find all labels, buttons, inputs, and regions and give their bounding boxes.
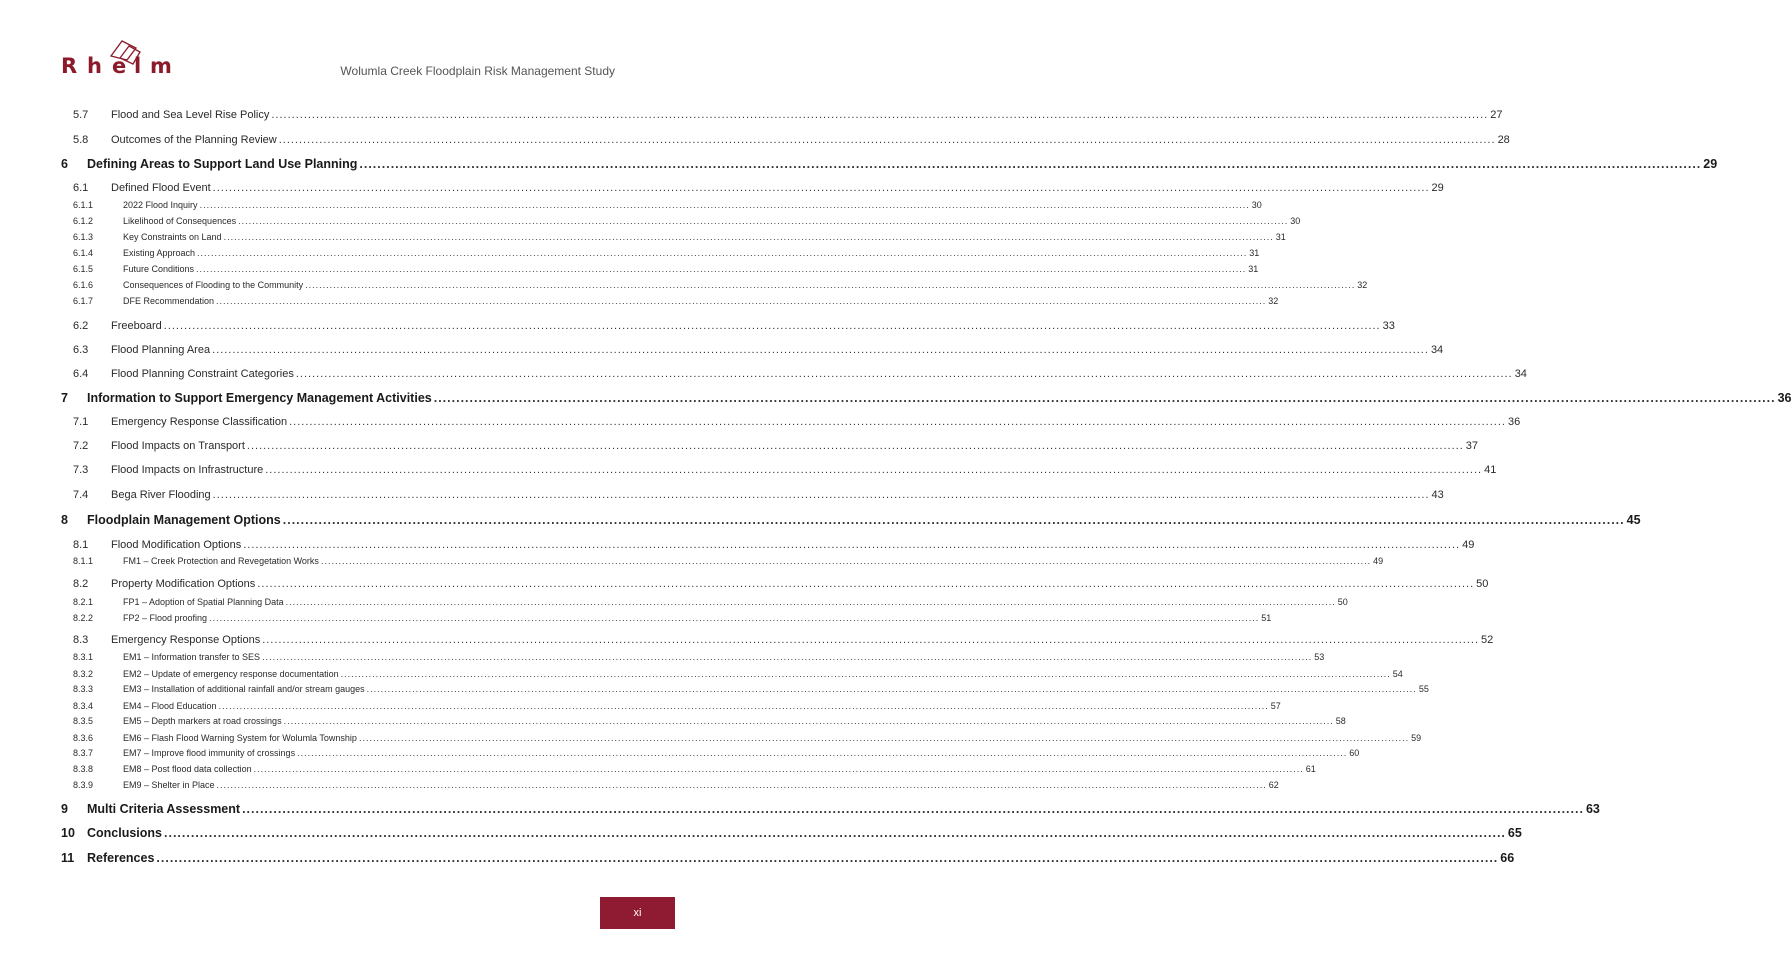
toc-entry-page: 54 [1392,669,1403,679]
toc-entry[interactable] [61,182,1444,194]
toc-entry[interactable] [61,391,1792,405]
toc-leader-dots: ............................................................................................................................................................................................................................................................................................................ [212,182,1430,194]
toc-entry-label: Property Modification Options [111,578,256,590]
toc-entry[interactable] [61,826,1522,840]
toc-entry-number: 5.8 [73,134,89,146]
toc-entry-number: 6.1.6 [73,280,94,290]
toc-entry[interactable] [61,613,1272,623]
toc-entry-label: Future Conditions [123,264,195,274]
toc-entry-label: Flood Impacts on Infrastructure [111,464,264,476]
toc-leader-dots: ............................................................................................................................................................................................................................................................................................................ [297,748,1348,758]
toc-entry-number: 8 [61,513,68,527]
toc-leader-dots: ............................................................................................................................................................................................................................................................................................................ [285,597,1336,607]
toc-entry[interactable] [61,320,1395,332]
toc-leader-dots: ............................................................................................................................................................................................................................................................................................................ [199,200,1250,210]
toc-entry[interactable] [61,701,1281,711]
toc-entry[interactable] [61,652,1325,662]
toc-entry[interactable] [61,440,1479,452]
toc-entry-page: 59 [1411,733,1422,743]
toc-entry-number: 6 [61,157,68,171]
toc-entry-page: 36 [1777,391,1792,405]
toc-leader-dots: ............................................................................................................................................................................................................................................................................................................ [257,578,1475,590]
toc-entry-label: EM3 – Installation of additional rainfall and/or stream gauges [123,684,365,694]
toc-entry-page: 34 [1430,344,1444,356]
toc-leader-dots: ............................................................................................................................................................................................................................................................................................................ [366,684,1417,694]
toc-entry-number: 7 [61,391,68,405]
toc-leader-dots: ............................................................................................................................................................................................................................................................................................................ [197,248,1248,258]
toc-entry-page: 37 [1465,440,1479,452]
toc-entry[interactable] [61,489,1444,501]
toc-entry-number: 10 [61,826,75,840]
toc-entry[interactable] [61,513,1641,527]
toc-entry-label: Existing Approach [123,248,196,258]
toc-entry-number: 9 [61,802,68,816]
toc-entry-page: 29 [1431,182,1444,194]
toc-leader-dots: ............................................................................................................................................................................................................................................................................................................ [433,391,1776,405]
toc-entry-number: 8.3.4 [73,701,94,711]
toc-entry-label: Defined Flood Event [111,182,211,194]
toc-entry-page: 58 [1335,716,1346,726]
toc-leader-dots: ............................................................................................................................................................................................................................................................................................................ [216,780,1267,790]
toc-entry[interactable] [61,248,1260,258]
toc-entry-page: 31 [1249,248,1260,258]
toc-entry-label: Consequences of Flooding to the Community [123,280,304,290]
toc-entry-label: Conclusions [87,826,163,840]
toc-leader-dots: ............................................................................................................................................................................................................................................................................................................ [216,296,1267,306]
toc-leader-dots: ............................................................................................................................................................................................................................................................................................................ [359,157,1702,171]
toc-entry[interactable] [61,733,1422,743]
toc-entry-number: 8.3.1 [73,652,94,662]
toc-entry-label: Flood Planning Constraint Categories [111,368,294,380]
toc-entry-number: 6.1.5 [73,264,94,274]
toc-entry-page: 60 [1349,748,1360,758]
toc-entry[interactable] [61,232,1286,242]
toc-entry-number: 8.3.2 [73,669,94,679]
toc-entry-label: EM2 – Update of emergency response documentation [123,669,339,679]
toc-entry-number: 8.3.5 [73,716,94,726]
toc-leader-dots: ............................................................................................................................................................................................................................................................................................................ [282,513,1625,527]
toc-leader-dots: ............................................................................................................................................................................................................................................................................................................ [320,556,1372,566]
toc-leader-dots: ............................................................................................................................................................................................................................................................................................................ [262,652,1313,662]
toc-entry-page: 62 [1268,780,1279,790]
toc-entry[interactable] [61,344,1444,356]
toc-leader-dots: ............................................................................................................................................................................................................................................................................................................ [164,826,1506,840]
toc-entry-page: 57 [1270,701,1281,711]
toc-entry[interactable] [61,109,1503,121]
toc-entry-page: 65 [1507,826,1522,840]
toc-entry[interactable] [61,368,1527,380]
toc-leader-dots: ............................................................................................................................................................................................................................................................................................................ [212,489,1430,501]
toc-entry[interactable] [61,851,1515,865]
toc-entry-page: 53 [1314,652,1325,662]
toc-leader-dots: ............................................................................................................................................................................................................................................................................................................ [163,320,1381,332]
toc-entry-label: DFE Recommendation [123,296,215,306]
toc-entry-page: 31 [1275,232,1286,242]
toc-leader-dots: ............................................................................................................................................................................................................................................................................................................ [243,539,1461,551]
toc-entry-number: 8.3.7 [73,748,94,758]
toc-leader-dots: ............................................................................................................................................................................................................................................................................................................ [295,368,1513,380]
toc-entry[interactable] [61,748,1360,758]
rhelm-logo [60,36,175,80]
toc-entry[interactable] [61,200,1262,210]
toc-entry-number: 6.1.2 [73,216,94,226]
toc-entry-page: 31 [1248,264,1259,274]
toc-leader-dots: ............................................................................................................................................................................................................................................................................................................ [340,669,1391,679]
toc-leader-dots: ............................................................................................................................................................................................................................................................................................................ [242,802,1584,816]
toc-entry-number: 6.1.3 [73,232,94,242]
toc-entry-label: Emergency Response Options [111,634,261,646]
toc-leader-dots: ............................................................................................................................................................................................................................................................................................................ [223,232,1274,242]
toc-entry-label: Key Constraints on Land [123,232,222,242]
toc-entry-number: 6.2 [73,320,89,332]
toc-entry[interactable] [61,280,1368,290]
toc-entry-number: 5.7 [73,109,89,121]
toc-entry[interactable] [61,134,1510,146]
toc-entry-number: 7.4 [73,489,89,501]
toc-entry-number: 8.2.2 [73,613,94,623]
toc-leader-dots: ............................................................................................................................................................................................................................................................................................................ [358,733,1410,743]
toc-entry[interactable] [61,539,1475,551]
toc-leader-dots: ............................................................................................................................................................................................................................................................................................................ [156,851,1499,865]
toc-entry-label: References [87,851,155,865]
toc-entry-page: 30 [1290,216,1301,226]
toc-entry-label: Likelihood of Consequences [123,216,237,226]
toc-entry-label: FP1 – Adoption of Spatial Planning Data [123,597,284,607]
toc-leader-dots: ............................................................................................................................................................................................................................................................................................................ [262,634,1480,646]
toc-entry-page: 41 [1484,464,1497,476]
toc-entry-page: 29 [1703,157,1718,171]
toc-entry-number: 7.3 [73,464,89,476]
logo-letter-r: R [61,54,78,78]
toc-entry-number: 8.1 [73,539,89,551]
toc-leader-dots: ............................................................................................................................................................................................................................................................................................................ [271,109,1489,121]
page-number: xi [633,907,642,919]
toc-entry-number: 8.2.1 [73,597,94,607]
toc-entry[interactable] [61,464,1497,476]
toc-entry-page: 52 [1481,634,1494,646]
document-title: Wolumla Creek Floodplain Risk Management Study [340,64,615,78]
toc-entry-page: 43 [1431,489,1444,501]
toc-entry[interactable] [61,684,1429,694]
logo-letter-e: e [112,54,127,78]
logo-letter-l: l [134,54,142,78]
toc-leader-dots: ............................................................................................................................................................................................................................................................................................................ [253,764,1304,774]
toc-entry-number: 8.1.1 [73,556,94,566]
toc-entry-page: 34 [1514,368,1527,380]
toc-entry-number: 6.1 [73,182,89,194]
toc-entry-label: FP2 – Flood proofing [123,613,208,623]
toc-entry[interactable] [61,416,1521,428]
toc-entry-label: Flood and Sea Level Rise Policy [111,109,270,121]
toc-leader-dots: ............................................................................................................................................................................................................................................................................................................ [246,440,1464,452]
toc-entry-label: Defining Areas to Support Land Use Planning [87,157,358,171]
toc-entry-page: 55 [1418,684,1429,694]
toc-entry[interactable] [61,634,1494,646]
toc-entry-number: 8.3.6 [73,733,94,743]
toc-entry[interactable] [61,802,1600,816]
toc-entry-number: 6.1.7 [73,296,94,306]
toc-entry[interactable] [61,764,1316,774]
toc-entry-number: 6.3 [73,344,89,356]
toc-entry-page: 45 [1626,513,1641,527]
toc-entry[interactable] [61,296,1279,306]
toc-entry[interactable] [61,216,1301,226]
toc-entry-page: 66 [1500,851,1515,865]
toc-leader-dots: ............................................................................................................................................................................................................................................................................................................ [278,134,1496,146]
toc-entry-number: 8.3.8 [73,764,94,774]
toc-entry-label: Freeboard [111,320,162,332]
toc-entry-label: Flood Impacts on Transport [111,440,245,452]
toc-entry-page: 49 [1462,539,1475,551]
toc-entry-page: 28 [1497,134,1510,146]
logo-letter-h: h [87,54,102,78]
toc-entry-label: EM7 – Improve flood immunity of crossings [123,748,296,758]
toc-leader-dots: ............................................................................................................................................................................................................................................................................................................ [196,264,1247,274]
toc-entry-number: 6.4 [73,368,89,380]
toc-entry-label: Emergency Response Classification [111,416,288,428]
toc-entry-page: 61 [1305,764,1316,774]
toc-entry-label: Multi Criteria Assessment [87,802,241,816]
toc-entry-number: 8.3 [73,634,89,646]
toc-entry-number: 8.3.3 [73,684,94,694]
page-number-badge [600,897,675,929]
toc-entry-label: EM6 – Flash Flood Warning System for Wolumla Township [123,733,357,743]
toc-entry[interactable] [61,264,1259,274]
toc-entry-number: 8.2 [73,578,89,590]
toc-entry[interactable] [61,780,1279,790]
toc-entry-label: EM5 – Depth markers at road crossings [123,716,282,726]
toc-entry[interactable] [61,578,1489,590]
toc-entry-number: 7.1 [73,416,89,428]
toc-entry-page: 49 [1373,556,1384,566]
toc-entry-label: Flood Planning Area [111,344,211,356]
toc-entry-number: 11 [61,851,75,865]
toc-entry-number: 6.1.4 [73,248,94,258]
toc-entry-number: 8.3.9 [73,780,94,790]
toc-entry-page: 32 [1268,296,1279,306]
toc-entry-label: EM4 – Flood Education [123,701,217,711]
toc-entry-page: 50 [1476,578,1489,590]
toc-entry-page: 36 [1507,416,1521,428]
toc-entry-label: Floodplain Management Options [87,513,281,527]
toc-entry-page: 32 [1357,280,1368,290]
toc-entry[interactable] [61,157,1718,171]
toc-entry[interactable] [61,556,1384,566]
toc-entry[interactable] [61,716,1346,726]
toc-leader-dots: ............................................................................................................................................................................................................................................................................................................ [305,280,1356,290]
toc-leader-dots: ............................................................................................................................................................................................................................................................................................................ [265,464,1483,476]
toc-leader-dots: ............................................................................................................................................................................................................................................................................................................ [218,701,1269,711]
toc-leader-dots: ............................................................................................................................................................................................................................................................................................................ [209,613,1260,623]
toc-entry-label: FM1 – Creek Protection and Revegetation Works [123,556,319,566]
toc-entry-label: Flood Modification Options [111,539,242,551]
toc-leader-dots: ............................................................................................................................................................................................................................................................................................................ [238,216,1289,226]
toc-entry-page: 30 [1251,200,1262,210]
toc-entry-page: 33 [1382,320,1395,332]
toc-entry-label: 2022 Flood Inquiry [123,200,198,210]
toc-entry[interactable] [61,597,1348,607]
toc-entry-number: 7.2 [73,440,89,452]
toc-entry-label: Information to Support Emergency Management Activities [87,391,432,405]
toc-entry[interactable] [61,669,1403,679]
toc-entry-label: EM1 – Information transfer to SES [123,652,261,662]
toc-leader-dots: ............................................................................................................................................................................................................................................................................................................ [283,716,1334,726]
toc-entry-label: Outcomes of the Planning Review [111,134,277,146]
toc-entry-label: EM8 – Post flood data collection [123,764,252,774]
toc-entry-label: EM9 – Shelter in Place [123,780,215,790]
toc-entry-page: 50 [1337,597,1348,607]
toc-leader-dots: ............................................................................................................................................................................................................................................................................................................ [289,416,1506,428]
toc-entry-page: 51 [1261,613,1272,623]
toc-entry-number: 6.1.1 [73,200,94,210]
toc-leader-dots: ............................................................................................................................................................................................................................................................................................................ [212,344,1429,356]
toc-entry-label: Bega River Flooding [111,489,211,501]
logo-letter-m: m [150,54,172,78]
toc-entry-page: 27 [1490,109,1503,121]
toc-entry-page: 63 [1585,802,1600,816]
